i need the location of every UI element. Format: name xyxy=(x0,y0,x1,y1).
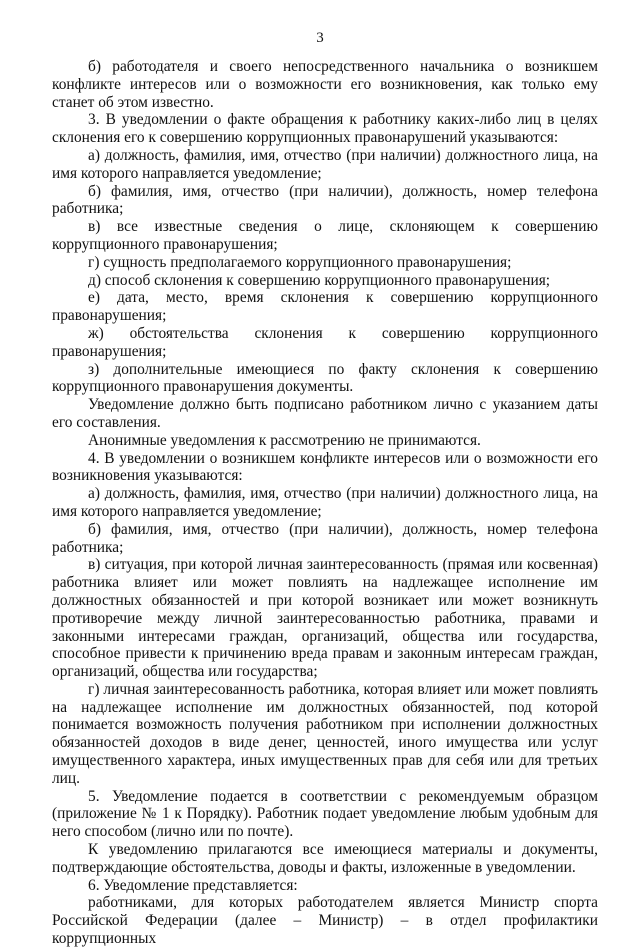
paragraph-4g: г) личная заинтересованность работника, которая влияет или может повлиять на надлежащее исполнение им должностных обязанностей, под которой понимается возможность получения работником при исполнении должностных обязанностей доходов в виде денег, ценностей, иного имущества или услуг имущественного характера, иных имущественных прав для себя или для третьих лиц. xyxy=(52,680,598,787)
paragraph-item-4: 4. В уведомлении о возникшем конфликте интересов или о возможности его возникновения указываются: xyxy=(52,449,598,485)
paragraph-3b: б) фамилия, имя, отчество (при наличии), должность, номер телефона работника; xyxy=(52,182,598,218)
paragraph-4b: б) фамилия, имя, отчество (при наличии), должность, номер телефона работника; xyxy=(52,520,598,556)
paragraph-3v: в) все известные сведения о лице, склоняющем к совершению коррупционного правонарушения; xyxy=(52,218,598,253)
paragraph-4a: а) должность, фамилия, имя, отчество (при наличии) должностного лица, на имя которого направляется уведомление; xyxy=(52,485,598,520)
paragraph-item-5: 5. Уведомление подается в соответствии с рекомендуемым образцом (приложение № 1 к Порядку). Работник подает уведомление любым удобным для него способом (лично или по почте). xyxy=(52,787,598,841)
document-body xyxy=(52,58,598,948)
paragraph-4v: в) ситуация, при которой личная заинтересованность (прямая или косвенная) работника влияет или может повлиять на надлежащее исполнение им должностных обязанностей и при которой возникает или может возникнуть противоречие между личной заинтересованностью работника, правами и законными интересами граждан, организаций, общества или государства, способное привести к причинению вреда правам и законным интересам граждан, организаций, общества или государства; xyxy=(52,556,598,681)
paragraph-attachments: К уведомлению прилагаются все имеющиеся материалы и документы, подтверждающие обстоятельства, доводы и факты, изложенные в уведомлении. xyxy=(52,841,598,876)
paragraph-minister-employees: работниками, для которых работодателем является Министр спорта Российской Федерации (далее – Министр) – в отдел профилактики коррупционных xyxy=(52,894,598,948)
paragraph-employer-notification: б) работодателя и своего непосредственного начальника о возникшем конфликте интересов или о возможности его возникновения, как только ему станет об этом известно. xyxy=(52,58,598,111)
page-number: 3 xyxy=(316,30,324,46)
paragraph-3e: е) дата, место, время склонения к совершению коррупционного правонарушения; xyxy=(52,289,598,325)
paragraph-item-3: 3. В уведомлении о факте обращения к работнику каких-либо лиц в целях склонения его к совершению коррупционных правонарушений указываются: xyxy=(52,111,598,147)
paragraph-3zh: ж) обстоятельства склонения к совершению коррупционного правонарушения; xyxy=(52,324,598,360)
paragraph-3z: з) дополнительные имеющиеся по факту склонения к совершению коррупционного правонарушения документы. xyxy=(52,360,598,396)
paragraph-item-6: 6. Уведомление представляется: xyxy=(88,876,298,894)
paragraph-signature-requirement: Уведомление должно быть подписано работником лично с указанием даты его составления. xyxy=(52,396,598,431)
paragraph-3g: г) сущность предполагаемого коррупционного правонарушения; xyxy=(88,253,512,271)
paragraph-3a: а) должность, фамилия, имя, отчество (при наличии) должностного лица, на имя которого направляется уведомление; xyxy=(52,146,598,182)
paragraph-anonymous: Анонимные уведомления к рассмотрению не принимаются. xyxy=(88,431,481,449)
paragraph-3d: д) способ склонения к совершению коррупционного правонарушения; xyxy=(88,271,551,289)
